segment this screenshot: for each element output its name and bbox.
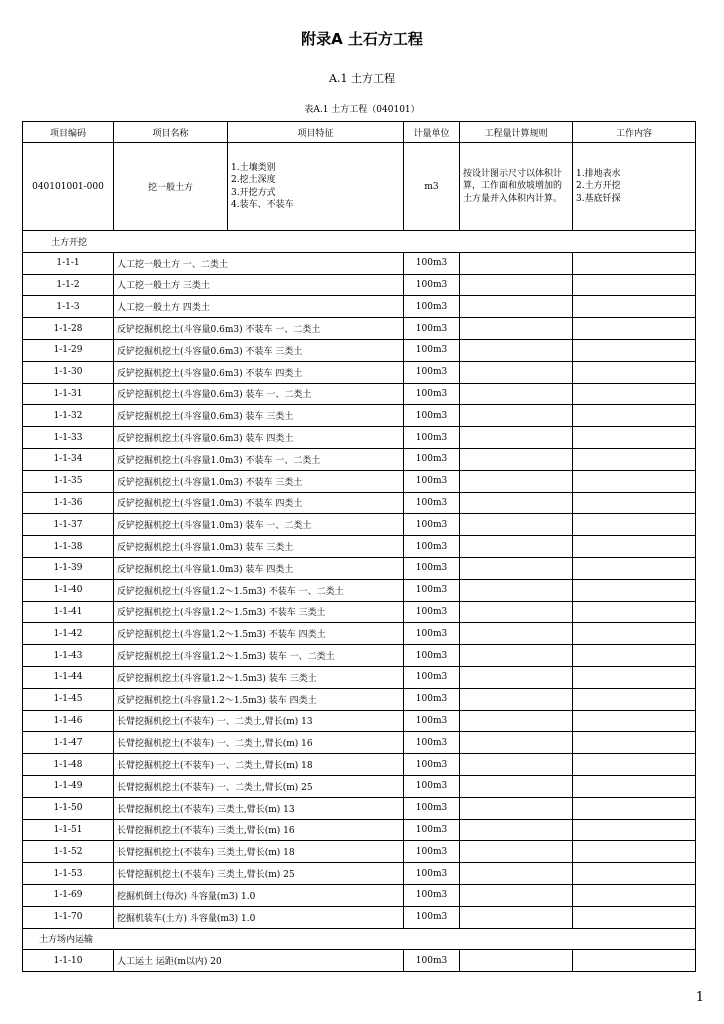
row-name: 挖掘机倒土(每次) 斗容量(m3) 1.0	[114, 884, 404, 906]
row-rule	[460, 797, 573, 819]
row-rule	[460, 557, 573, 579]
main-item-unit: m3	[404, 143, 460, 231]
row-unit: 100m3	[404, 666, 460, 688]
row-code: 1-1-51	[23, 819, 114, 841]
table-row	[23, 645, 696, 667]
row-code: 1-1-36	[23, 492, 114, 514]
row-name: 人工挖一般土方 四类土	[114, 296, 404, 318]
row-name: 长臂挖掘机挖土(不装车) 三类土,臂长(m) 16	[114, 819, 404, 841]
table-row	[23, 427, 696, 449]
row-name: 反铲挖掘机挖土(斗容量0.6m3) 不装车 四类土	[114, 361, 404, 383]
row-unit: 100m3	[404, 950, 460, 972]
row-work	[573, 318, 696, 340]
row-rule	[460, 710, 573, 732]
row-code: 1-1-49	[23, 775, 114, 797]
row-rule	[460, 470, 573, 492]
main-item-code: 040101001-000	[23, 143, 114, 231]
row-name: 人工运土 运距(m以内) 20	[114, 950, 404, 972]
row-name: 反铲挖掘机挖土(斗容量0.6m3) 装车 一、二类土	[114, 383, 404, 405]
row-name: 反铲挖掘机挖土(斗容量1.0m3) 装车 一、二类土	[114, 514, 404, 536]
row-code: 1-1-39	[23, 557, 114, 579]
row-name: 反铲挖掘机挖土(斗容量1.0m3) 装车 三类土	[114, 536, 404, 558]
row-unit: 100m3	[404, 427, 460, 449]
row-code: 1-1-45	[23, 688, 114, 710]
row-name: 长臂挖掘机挖土(不装车) 三类土,臂长(m) 18	[114, 841, 404, 863]
table-row	[23, 361, 696, 383]
row-unit: 100m3	[404, 710, 460, 732]
row-name: 反铲挖掘机挖土(斗容量1.2～1.5m3) 装车 一、二类土	[114, 645, 404, 667]
row-rule	[460, 950, 573, 972]
row-rule	[460, 383, 573, 405]
row-code: 1-1-35	[23, 470, 114, 492]
table-row	[23, 754, 696, 776]
table-row	[23, 601, 696, 623]
row-rule	[460, 819, 573, 841]
row-work	[573, 601, 696, 623]
row-unit: 100m3	[404, 448, 460, 470]
row-rule	[460, 361, 573, 383]
row-code: 1-1-10	[23, 950, 114, 972]
header-name: 项目名称	[114, 122, 228, 143]
page-title: 附录A 土石方工程	[301, 30, 423, 48]
feature-line: 3.开挖方式	[231, 187, 276, 198]
work-line: 2.土方开挖	[576, 181, 621, 192]
row-name: 挖掘机装车(土方) 斗容量(m3) 1.0	[114, 906, 404, 928]
row-code: 1-1-41	[23, 601, 114, 623]
row-code: 1-1-47	[23, 732, 114, 754]
row-code: 1-1-33	[23, 427, 114, 449]
table-row	[23, 339, 696, 361]
table-row	[23, 666, 696, 688]
table-row	[23, 514, 696, 536]
row-unit: 100m3	[404, 579, 460, 601]
main-item-features	[228, 143, 404, 231]
row-rule	[460, 318, 573, 340]
row-unit: 100m3	[404, 557, 460, 579]
row-name: 反铲挖掘机挖土(斗容量0.6m3) 装车 三类土	[114, 405, 404, 427]
row-code: 1-1-34	[23, 448, 114, 470]
header-rule: 工程量计算规则	[460, 122, 573, 143]
table-row	[23, 863, 696, 885]
main-item-rule: 按设计图示尺寸以体积计算，工作面和放坡增加的土方量并入体积内计算。	[460, 143, 573, 231]
row-name: 长臂挖掘机挖土(不装车) 一、二类土,臂长(m) 18	[114, 754, 404, 776]
row-name: 反铲挖掘机挖土(斗容量1.2～1.5m3) 不装车 四类土	[114, 623, 404, 645]
table-caption: 表A.1 土方工程（040101）	[304, 105, 420, 115]
row-name: 人工挖一般土方 一、二类土	[114, 252, 404, 274]
row-work	[573, 666, 696, 688]
table-row	[23, 405, 696, 427]
row-rule	[460, 623, 573, 645]
row-work	[573, 274, 696, 296]
row-rule	[460, 296, 573, 318]
table-row	[23, 906, 696, 928]
row-code: 1-1-69	[23, 884, 114, 906]
section-subtitle: A.1 土方工程	[329, 72, 395, 85]
table-row	[23, 688, 696, 710]
row-unit: 100m3	[404, 754, 460, 776]
row-rule	[460, 906, 573, 928]
table-row	[23, 492, 696, 514]
row-rule	[460, 666, 573, 688]
table-row	[23, 536, 696, 558]
page-number: 1	[695, 990, 704, 1005]
table-row	[23, 318, 696, 340]
main-item-row	[23, 143, 696, 231]
row-code: 1-1-31	[23, 383, 114, 405]
row-code: 1-1-70	[23, 906, 114, 928]
row-code: 1-1-46	[23, 710, 114, 732]
row-work	[573, 819, 696, 841]
row-rule	[460, 579, 573, 601]
row-name: 反铲挖掘机挖土(斗容量1.0m3) 不装车 一、二类土	[114, 448, 404, 470]
row-work	[573, 492, 696, 514]
row-unit: 100m3	[404, 536, 460, 558]
row-code: 1-1-29	[23, 339, 114, 361]
row-rule	[460, 514, 573, 536]
table-row	[23, 383, 696, 405]
row-unit: 100m3	[404, 819, 460, 841]
header-code: 项目编码	[23, 122, 114, 143]
table-row	[23, 274, 696, 296]
table-row	[23, 841, 696, 863]
table-row	[23, 448, 696, 470]
table-row	[23, 775, 696, 797]
row-work	[573, 645, 696, 667]
row-code: 1-1-28	[23, 318, 114, 340]
row-code: 1-1-42	[23, 623, 114, 645]
row-name: 反铲挖掘机挖土(斗容量0.6m3) 不装车 三类土	[114, 339, 404, 361]
row-name: 人工挖一般土方 三类土	[114, 274, 404, 296]
row-name: 长臂挖掘机挖土(不装车) 一、二类土,臂长(m) 16	[114, 732, 404, 754]
row-code: 1-1-48	[23, 754, 114, 776]
quota-table	[22, 121, 696, 972]
row-rule	[460, 427, 573, 449]
row-name: 长臂挖掘机挖土(不装车) 三类土,臂长(m) 25	[114, 863, 404, 885]
table-row	[23, 579, 696, 601]
row-code: 1-1-44	[23, 666, 114, 688]
row-rule	[460, 863, 573, 885]
row-work	[573, 361, 696, 383]
row-name: 反铲挖掘机挖土(斗容量1.2～1.5m3) 装车 四类土	[114, 688, 404, 710]
row-work	[573, 339, 696, 361]
row-unit: 100m3	[404, 361, 460, 383]
row-name: 反铲挖掘机挖土(斗容量1.0m3) 不装车 四类土	[114, 492, 404, 514]
row-name: 反铲挖掘机挖土(斗容量1.2～1.5m3) 装车 三类土	[114, 666, 404, 688]
row-work	[573, 470, 696, 492]
table-row	[23, 557, 696, 579]
row-unit: 100m3	[404, 470, 460, 492]
row-rule	[460, 841, 573, 863]
row-unit: 100m3	[404, 797, 460, 819]
table-row	[23, 884, 696, 906]
row-unit: 100m3	[404, 296, 460, 318]
table-row	[23, 470, 696, 492]
table-row	[23, 710, 696, 732]
row-rule	[460, 252, 573, 274]
header-unit: 计量单位	[404, 122, 460, 143]
feature-line: 4.装车、不装车	[231, 200, 294, 210]
row-unit: 100m3	[404, 841, 460, 863]
row-unit: 100m3	[404, 732, 460, 754]
table-row	[23, 252, 696, 274]
row-unit: 100m3	[404, 252, 460, 274]
row-work	[573, 950, 696, 972]
row-rule	[460, 405, 573, 427]
row-name: 反铲挖掘机挖土(斗容量0.6m3) 不装车 一、二类土	[114, 318, 404, 340]
table-row	[23, 819, 696, 841]
row-unit: 100m3	[404, 884, 460, 906]
row-unit: 100m3	[404, 906, 460, 928]
table-row	[23, 950, 696, 972]
row-work	[573, 579, 696, 601]
section-label: 土方场内运输	[23, 928, 696, 950]
header-features: 项目特征	[228, 122, 404, 143]
row-rule	[460, 601, 573, 623]
row-work	[573, 296, 696, 318]
row-code: 1-1-3	[23, 296, 114, 318]
row-work	[573, 623, 696, 645]
row-work	[573, 710, 696, 732]
row-work	[573, 448, 696, 470]
row-work	[573, 863, 696, 885]
row-work	[573, 732, 696, 754]
row-rule	[460, 645, 573, 667]
row-code: 1-1-1	[23, 252, 114, 274]
row-unit: 100m3	[404, 274, 460, 296]
row-code: 1-1-50	[23, 797, 114, 819]
table-row	[23, 296, 696, 318]
row-rule	[460, 274, 573, 296]
row-work	[573, 405, 696, 427]
row-name: 反铲挖掘机挖土(斗容量1.2～1.5m3) 不装车 一、二类土	[114, 579, 404, 601]
row-unit: 100m3	[404, 405, 460, 427]
row-code: 1-1-38	[23, 536, 114, 558]
row-rule	[460, 536, 573, 558]
row-code: 1-1-37	[23, 514, 114, 536]
feature-line: 1.土壤类别	[231, 162, 276, 173]
row-name: 反铲挖掘机挖土(斗容量1.0m3) 装车 四类土	[114, 557, 404, 579]
row-work	[573, 557, 696, 579]
row-unit: 100m3	[404, 863, 460, 885]
row-unit: 100m3	[404, 645, 460, 667]
row-work	[573, 383, 696, 405]
row-rule	[460, 492, 573, 514]
row-code: 1-1-52	[23, 841, 114, 863]
row-code: 1-1-32	[23, 405, 114, 427]
feature-line: 2.挖土深度	[231, 175, 276, 185]
row-unit: 100m3	[404, 339, 460, 361]
table-row	[23, 732, 696, 754]
row-rule	[460, 448, 573, 470]
row-work	[573, 906, 696, 928]
row-work	[573, 841, 696, 863]
row-rule	[460, 884, 573, 906]
row-work	[573, 514, 696, 536]
table-row	[23, 623, 696, 645]
row-unit: 100m3	[404, 492, 460, 514]
row-work	[573, 884, 696, 906]
header-work: 工作内容	[573, 122, 696, 143]
row-code: 1-1-43	[23, 645, 114, 667]
row-work	[573, 536, 696, 558]
table-header-row	[23, 122, 696, 143]
row-unit: 100m3	[404, 383, 460, 405]
section-label: 土方开挖	[23, 231, 696, 253]
row-code: 1-1-53	[23, 863, 114, 885]
row-work	[573, 754, 696, 776]
row-work	[573, 252, 696, 274]
section-row-excavation	[23, 231, 696, 253]
row-work	[573, 797, 696, 819]
row-unit: 100m3	[404, 623, 460, 645]
row-name: 长臂挖掘机挖土(不装车) 三类土,臂长(m) 13	[114, 797, 404, 819]
row-name: 长臂挖掘机挖土(不装车) 一、二类土,臂长(m) 13	[114, 710, 404, 732]
row-name: 长臂挖掘机挖土(不装车) 一、二类土,臂长(m) 25	[114, 775, 404, 797]
work-line: 3.基底钎探	[576, 193, 621, 204]
row-work	[573, 775, 696, 797]
row-unit: 100m3	[404, 318, 460, 340]
row-name: 反铲挖掘机挖土(斗容量0.6m3) 装车 四类土	[114, 427, 404, 449]
row-name: 反铲挖掘机挖土(斗容量1.2～1.5m3) 不装车 三类土	[114, 601, 404, 623]
row-unit: 100m3	[404, 601, 460, 623]
work-line: 1.排地表水	[576, 168, 621, 179]
row-name: 反铲挖掘机挖土(斗容量1.0m3) 不装车 三类土	[114, 470, 404, 492]
row-code: 1-1-30	[23, 361, 114, 383]
section-row-transport	[23, 928, 696, 950]
row-rule	[460, 775, 573, 797]
row-unit: 100m3	[404, 775, 460, 797]
row-work	[573, 688, 696, 710]
row-code: 1-1-2	[23, 274, 114, 296]
main-item-name: 挖一般土方	[114, 143, 228, 231]
row-code: 1-1-40	[23, 579, 114, 601]
row-work	[573, 427, 696, 449]
row-rule	[460, 732, 573, 754]
row-rule	[460, 339, 573, 361]
row-unit: 100m3	[404, 514, 460, 536]
main-item-work	[573, 143, 696, 231]
table-row	[23, 797, 696, 819]
row-rule	[460, 688, 573, 710]
row-rule	[460, 754, 573, 776]
row-unit: 100m3	[404, 688, 460, 710]
